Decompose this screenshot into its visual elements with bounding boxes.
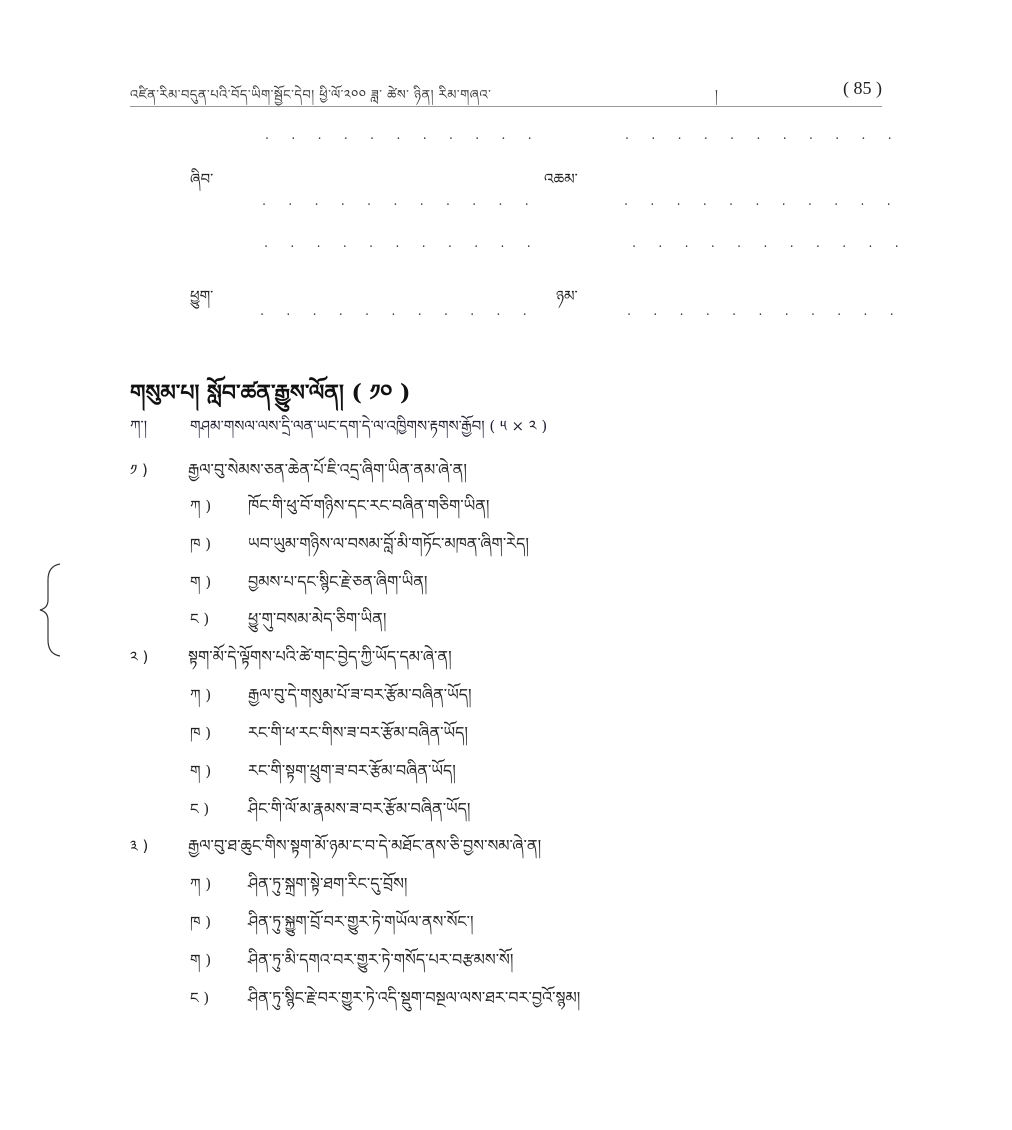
question-number: ༡ ) [130, 461, 148, 479]
option-letter: ག ) [190, 951, 212, 969]
option-text: རང་གི་ཕ་རང་གིས་ཟ་བར་རྩོམ་བཞིན་ཡོད། [248, 723, 468, 742]
running-title: འཛིན་རིམ་བདུན་པའི་བོད་ཡིག་སྦྱོང་དེབ། ཕྱི་ལོ་༢༠༠ ཟླ་ ཚེས་ ཉིན། རིམ་གཞའ་ [130, 88, 492, 103]
option-text: ཤིང་གི་ལོ་མ་རྣམས་ཟ་བར་རྩོམ་བཞིན་ཡོད། [248, 799, 471, 818]
option-text: ཁོང་གི་ཕུ་བོ་གཉིས་དང་རང་བཞིན་གཅིག་ཡིན། [248, 496, 490, 515]
option-text: རང་གི་སྟག་ཕྲུག་ཟ་བར་རྩོམ་བཞིན་ཡོད། [248, 761, 456, 780]
option-letter: ཀ ) [190, 686, 212, 704]
option-letter: ང ) [190, 989, 210, 1007]
option-3d[interactable] [190, 980, 580, 1025]
instruction-number: ཀ་། [130, 417, 148, 435]
dotted-blank: . . . . . . . . . . . [625, 128, 901, 143]
dotted-blank: . . . . . . . . . . . [262, 194, 538, 209]
option-letter: ང ) [190, 800, 210, 818]
section-title: གསུམ་པ། སློབ་ཚན་རྒྱུས་ལོན། ( ༡༠ ) [130, 380, 411, 406]
dotted-blank: . . . . . . . . . . . [632, 236, 908, 251]
question-number: ༢ ) [130, 648, 149, 666]
option-text: ཡབ་ཡུམ་གཉིས་ལ་བསམ་བློ་མི་གཏོང་མཁན་ཞིག་རེད། [248, 534, 529, 553]
option-text: ཤིན་ཏུ་མི་དགའ་བར་གྱུར་ཏེ་གསོད་པར་བརྩམས་སོ། [248, 950, 514, 969]
instruction-text: གཤམ་གསལ་ལས་དྲི་ལན་ཡང་དག་དེ་ལ་འཁྱིགས་རྟགས་རྒྱོབ། ( ༥ × ༢ ) [190, 417, 548, 435]
field-label-2: འཆམ་ [544, 170, 578, 188]
dotted-blank: . . . . . . . . . . . [624, 194, 900, 209]
dotted-blank: . . . . . . . . . . . [265, 128, 541, 143]
dotted-blank: . . . . . . . . . . . [260, 304, 536, 319]
margin-brace-icon [36, 562, 66, 658]
option-letter: ཁ ) [190, 913, 212, 931]
option-letter: ཁ ) [190, 724, 212, 742]
question-text: སྟག་མོ་དེ་ལྟོགས་པའི་ཚེ་གང་བྱེད་ཀྱི་ཡོད་དམ་ཞེ་ན། [188, 647, 452, 666]
option-text: བྱམས་པ་དང་སྙིང་རྗེ་ཅན་ཞིག་ཡིན། [248, 572, 428, 591]
question-number: ༣ ) [130, 837, 149, 855]
option-letter: ང ) [190, 610, 210, 628]
question-text: རྒྱལ་བུ་སེམས་ཅན་ཆེན་པོ་ཇི་འདྲ་ཞིག་ཡིན་ནམ་ཞེ་ན། [188, 460, 467, 479]
field-label-1: ཞིབ་ [190, 170, 214, 188]
field-label-3: ཕྱུག་ [190, 287, 214, 305]
option-letter: ཀ ) [190, 875, 212, 893]
question-text: རྒྱལ་བུ་ཐ་ཆུང་གིས་སྟག་མོ་ཉམ་ང་བ་དེ་མཐོང་ནས་ཅི་བྱས་སམ་ཞེ་ན། [188, 836, 542, 855]
option-letter: ཁ ) [190, 535, 212, 553]
option-text: རྒྱལ་བུ་དེ་གསུམ་པོ་ཟ་བར་རྩོམ་བཞིན་ཡོད། [248, 685, 472, 704]
option-text: ཤིན་ཏུ་སྙིང་རྗེ་བར་གྱུར་ཏེ་འདི་སྡུག་བསྔལ་ལས་ཐར་བར་བྱའོ་སྙམ། [248, 988, 581, 1007]
instruction [130, 410, 547, 452]
running-header [130, 78, 882, 107]
option-text: ཤིན་ཏུ་སྐྱུག་བྲོ་བར་གྱུར་ཏེ་གཡོལ་ནས་སོང་། [248, 912, 474, 931]
header-mark: ། [715, 88, 718, 103]
field-label-4: ཉམ་ [556, 287, 578, 305]
option-letter: ག ) [190, 573, 212, 591]
option-letter: ཀ ) [190, 497, 212, 515]
option-text: ཕྱུ་གུ་བསམ་མེད་ཅིག་ཡིན། [248, 609, 387, 628]
option-text: ཤིན་ཏུ་སྐྲག་སྟེ་ཐག་རིང་དུ་བྲོས། [248, 874, 408, 893]
option-letter: ག ) [190, 762, 212, 780]
page-number: ( 85 ) [843, 78, 882, 98]
dotted-blank: . . . . . . . . . . . [627, 304, 903, 319]
dotted-blank: . . . . . . . . . . . [264, 236, 540, 251]
